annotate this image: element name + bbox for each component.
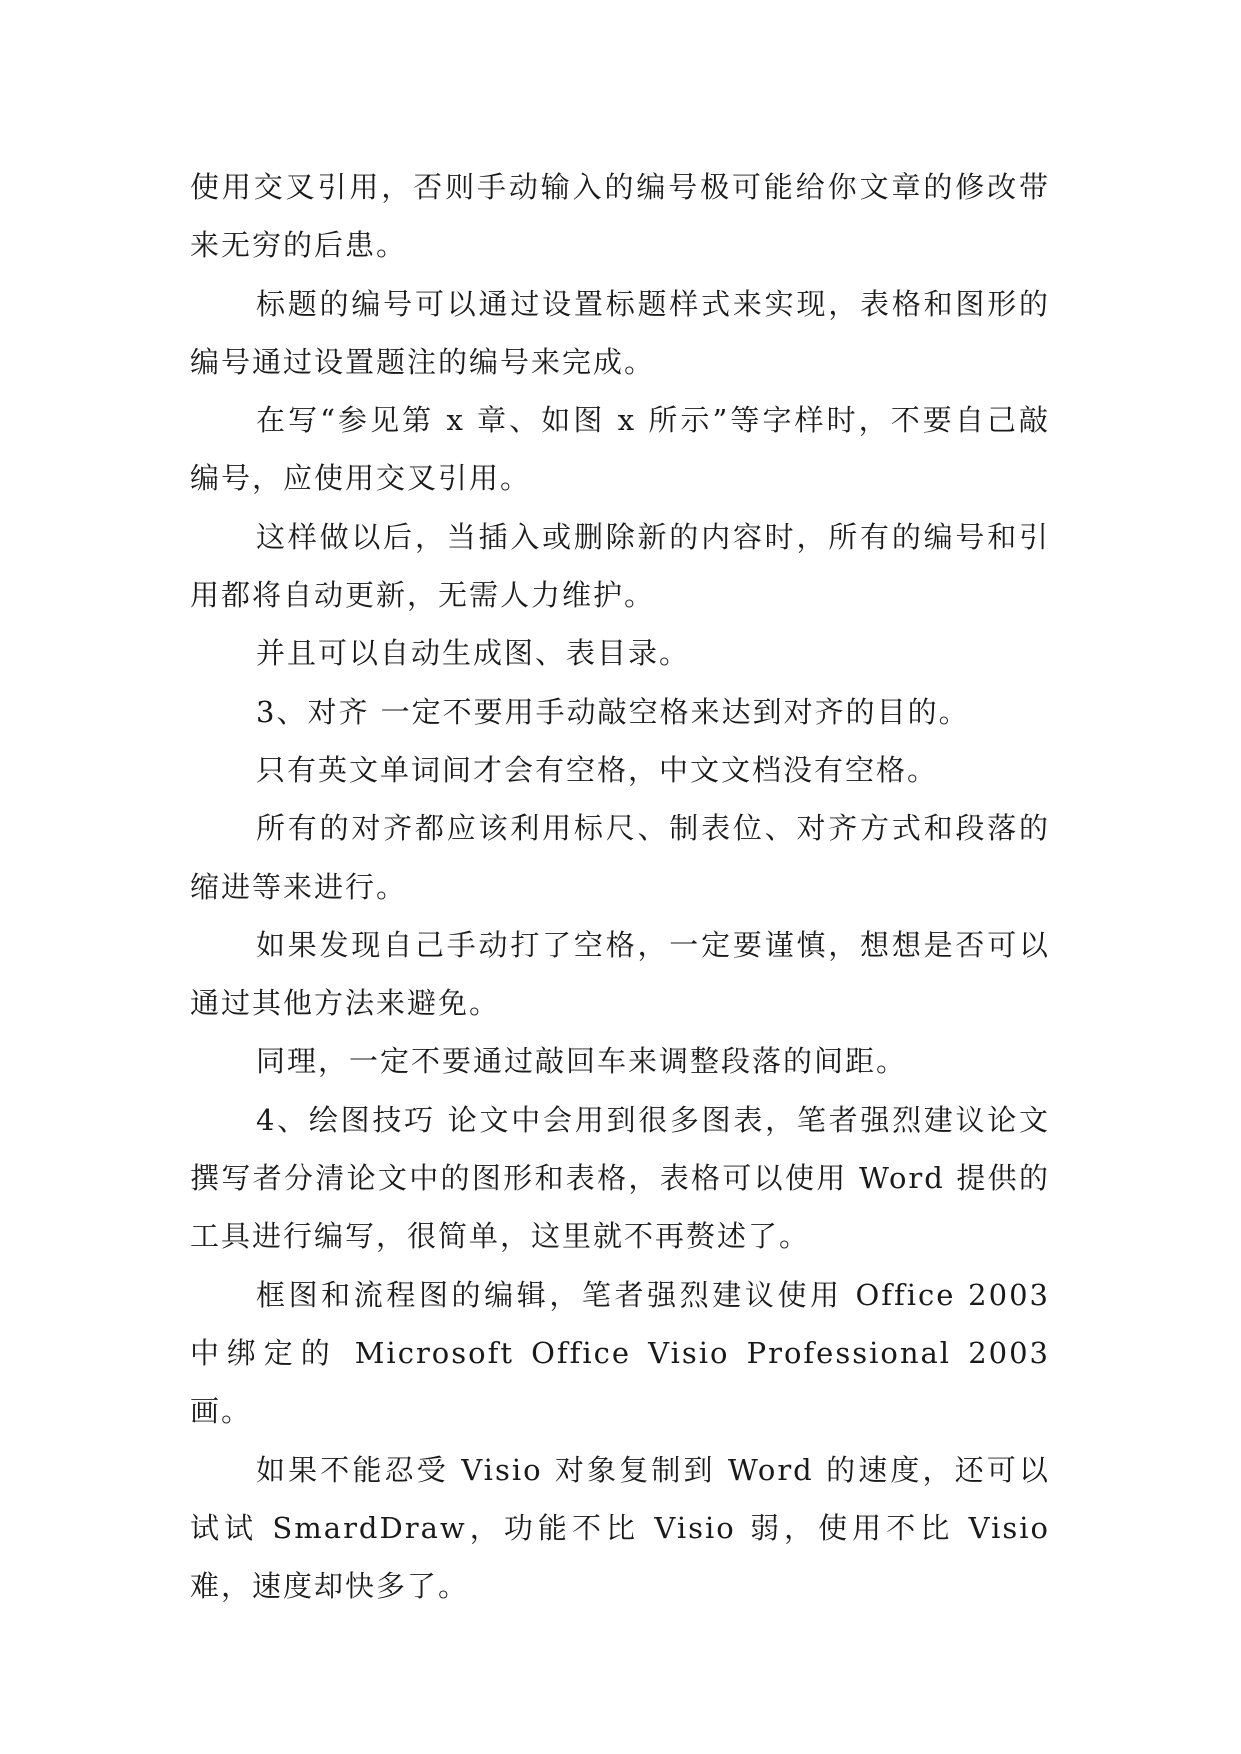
paragraph: 并且可以自动生成图、表目录。 <box>256 636 691 671</box>
paragraph: 标题的编号可以通过设置标题样式来实现，表格和图形的编号通过设置题注的编号来完成。 <box>190 286 1050 379</box>
paragraph: 使用交叉引用，否则手动输入的编号极可能给你文章的修改带来无穷的后患。 <box>190 170 1050 263</box>
paragraph: 只有英文单词间才会有空格，中文文档没有空格。 <box>256 752 939 787</box>
paragraph: 如果发现自己手动打了空格，一定要谨慎，想想是否可以通过其他方法来避免。 <box>190 927 1050 1021</box>
paragraph: 在写“参见第 x 章、如图 x 所示”等字样时，不要自己敲编号，应使用交叉引用。 <box>190 403 1050 496</box>
paragraph: 4、绘图技巧 论文中会用到很多图表，笔者强烈建议论文撰写者分清论文中的图形和表格，表格可以使用 Word 提供的工具进行编写，很简单，这里就不再赘述了。 <box>190 1102 1050 1254</box>
paragraph: 如果不能忍受 Visio 对象复制到 Word 的速度，还可以试试 SmardDraw，功能不比 Visio 弱，使用不比 Visio 难，速度却快多了。 <box>190 1452 1050 1604</box>
paragraph: 框图和流程图的编辑，笔者强烈建议使用 Office 2003 中绑定的 Microsoft Office Visio Professional 2003 画。 <box>190 1277 1050 1429</box>
paragraph: 同理，一定不要通过敲回车来调整段落的间距。 <box>256 1044 908 1079</box>
paragraph: 3、对齐 一定不要用手动敲空格来达到对齐的目的。 <box>256 694 970 729</box>
document-body <box>190 158 1050 1615</box>
paragraph: 这样做以后，当插入或删除新的内容时，所有的编号和引用都将自动更新，无需人力维护。 <box>190 519 1050 613</box>
paragraph: 所有的对齐都应该利用标尺、制表位、对齐方式和段落的缩进等来进行。 <box>190 811 1050 904</box>
